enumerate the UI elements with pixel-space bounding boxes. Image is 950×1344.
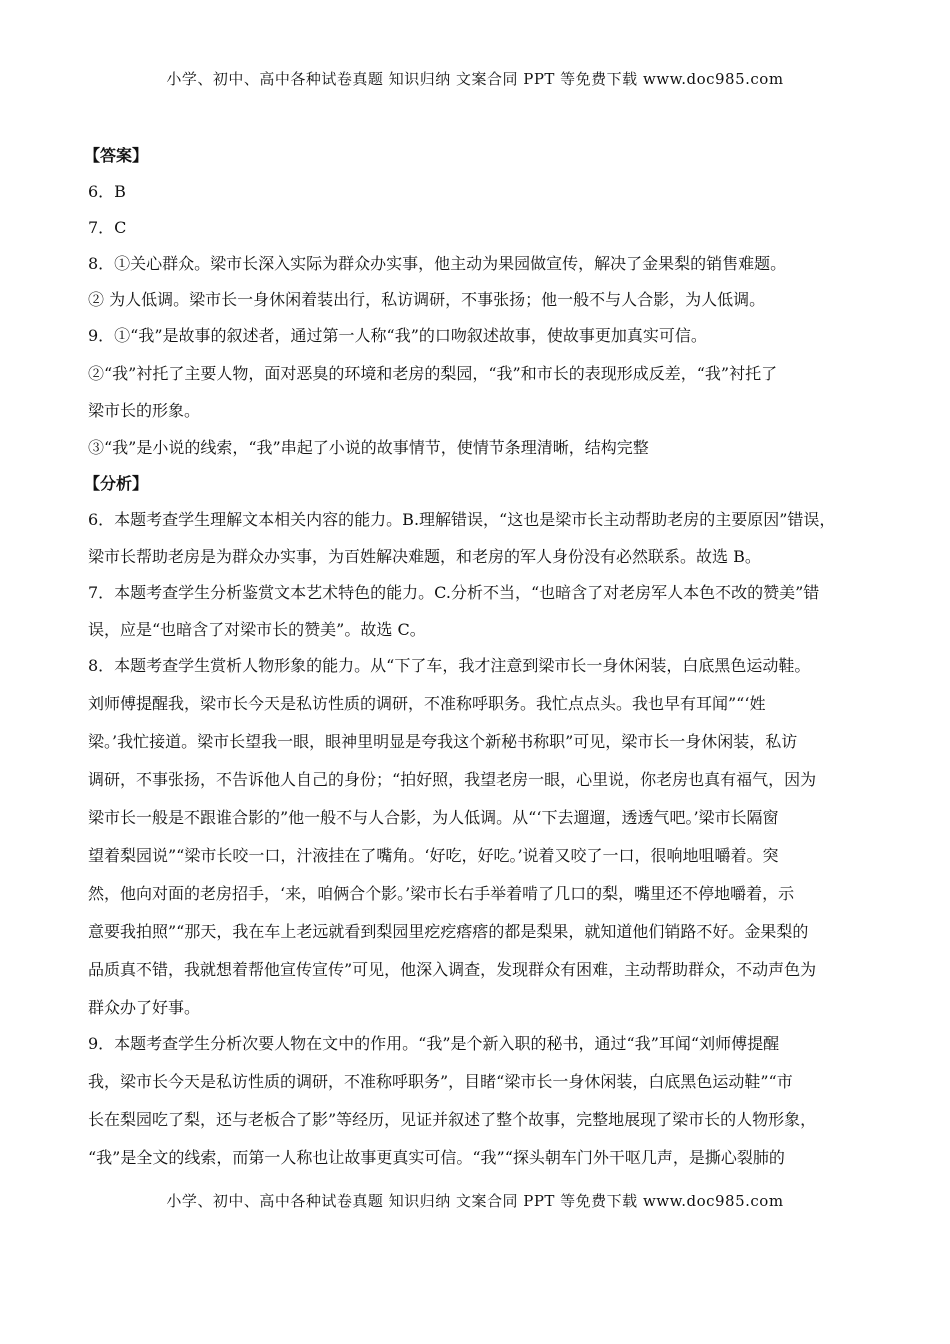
analysis-line: 8．本题考查学生赏析人物形象的能力。从“下了车，我才注意到梁市长一身休闲装，白底黑色运动鞋。: [88, 656, 811, 675]
analysis-line: “我”是全文的线索，而第一人称也让故事更真实可信。“我”“探头朝车门外干呕几声，是撕心裂肺的: [88, 1148, 785, 1167]
answer-line: ③“我”是小说的线索，“我”串起了小说的故事情节，使情节条理清晰，结构完整: [88, 438, 649, 457]
analysis-line: 望着梨园说”“梁市长咬一口，汁液挂在了嘴角。‘好吃，好吃。’说着又咬了一口，很响地咀嚼着。突: [88, 846, 779, 865]
analysis-line: 调研，不事张扬，不告诉他人自己的身份；“拍好照，我望老房一眼，心里说，你老房也真有福气，因为: [88, 770, 817, 789]
analysis-line: 梁。’我忙接道。梁市长望我一眼，眼神里明显是夸我这个新秘书称职”可见，梁市长一身休闲装，私访: [88, 732, 798, 751]
page-footer: 小学、初中、高中各种试卷真题 知识归纳 文案合同 PPT 等免费下载 www.doc985.com: [166, 1192, 784, 1210]
answer-line: 梁市长的形象。: [88, 401, 201, 420]
answer-line: 9．①“我”是故事的叙述者，通过第一人称“我”的口吻叙述故事，使故事更加真实可信。: [88, 326, 707, 345]
analysis-line: 品质真不错，我就想着帮他宣传宣传”可见，他深入调查，发现群众有困难，主动帮助群众，不动声色为: [88, 960, 817, 979]
answer-line: 6．B: [88, 182, 126, 201]
analysis-line: 梁市长帮助老房是为群众办实事，为百姓解决难题，和老房的军人身份没有必然联系。故选 B。: [88, 547, 761, 566]
analysis-line: 误，应是“也暗含了对梁市长的赞美”。故选 C。: [88, 620, 426, 639]
analysis-line: 我，梁市长今天是私访性质的调研，不准称呼职务”，目睹“梁市长一身休闲装，白底黑色运动鞋”“市: [88, 1072, 793, 1091]
answer-line: ②“我”衬托了主要人物，面对恶臭的环境和老房的梨园，“我”和市长的表现形成反差，“我”衬托了: [88, 364, 778, 383]
answer-heading: 【答案】: [84, 146, 149, 165]
analysis-line: 群众办了好事。: [88, 998, 201, 1017]
analysis-line: 梁市长一般是不跟谁合影的”他一般不与人合影，为人低调。从“‘下去遛遛，透透气吧。’梁市长隔窗: [88, 808, 779, 827]
analysis-line: 长在梨园吃了梨，还与老板合了影”等经历，见证并叙述了整个故事，完整地展现了梁市长的人物形象，: [88, 1110, 817, 1129]
analysis-line: 然，他向对面的老房招手，‘来，咱俩合个影。’梁市长右手举着啃了几口的梨，嘴里还不停地嚼着，示: [88, 884, 795, 903]
analysis-line: 意要我拍照”“那天，我在车上老远就看到梨园里疙疙瘩瘩的都是梨果，就知道他们销路不好。金果梨的: [88, 922, 809, 941]
page-header: 小学、初中、高中各种试卷真题 知识归纳 文案合同 PPT 等免费下载 www.doc985.com: [166, 70, 784, 88]
analysis-line: 7．本题考查学生分析鉴赏文本艺术特色的能力。C.分析不当，“也暗含了对老房军人本色不改的赞美”错: [88, 583, 820, 602]
answer-line: ② 为人低调。梁市长一身休闲着装出行，私访调研，不事张扬；他一般不与人合影，为人低调。: [88, 290, 766, 309]
analysis-line: 6．本题考查学生理解文本相关内容的能力。B.理解错误，“这也是梁市长主动帮助老房的主要原因”错误，: [88, 510, 836, 529]
analysis-heading: 【分析】: [84, 474, 149, 493]
answer-line: 7．C: [88, 218, 127, 237]
analysis-line: 刘师傅提醒我，梁市长今天是私访性质的调研，不准称呼职务。我忙点点头。我也早有耳闻”“‘姓: [88, 694, 766, 713]
analysis-line: 9．本题考查学生分析次要人物在文中的作用。“我”是个新入职的秘书，通过“我”耳闻“刘师傅提醒: [88, 1034, 780, 1053]
answer-line: 8．①关心群众。梁市长深入实际为群众办实事，他主动为果园做宣传，解决了金果梨的销售难题。: [88, 254, 787, 273]
